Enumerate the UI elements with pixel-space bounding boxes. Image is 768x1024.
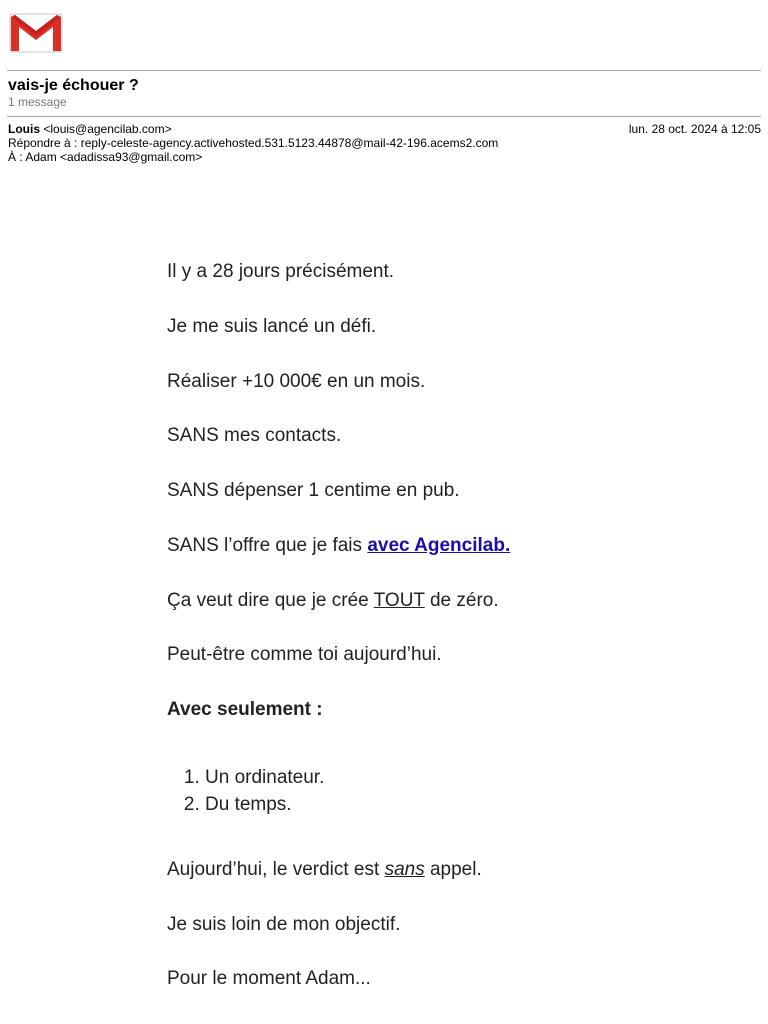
paragraph-text: de zéro. xyxy=(424,590,499,611)
underlined-word: TOUT xyxy=(373,590,425,611)
body-paragraph xyxy=(167,534,510,558)
body-paragraph: Peut-être comme toi aujourd’hui. xyxy=(167,644,442,665)
body-paragraph: Réaliser +10 000€ en un mois. xyxy=(167,371,426,392)
emphasized-word: sans xyxy=(384,859,425,880)
body-paragraph: SANS mes contacts. xyxy=(167,425,342,446)
paragraph-text: SANS l’offre que je fais xyxy=(167,535,368,556)
body-paragraph: Je suis loin de mon objectif. xyxy=(167,914,401,935)
email-subject: vais-je échouer ? xyxy=(8,77,139,94)
sender-name: Louis xyxy=(8,122,40,136)
gmail-logo-icon xyxy=(8,13,64,53)
sender-line xyxy=(8,122,172,136)
reply-to-line: Répondre à : reply-celeste-agency.activehosted.531.5123.44878@mail-42-196.acems2.com xyxy=(8,136,499,150)
paragraph-text: Aujourd’hui, le verdict est xyxy=(167,859,385,880)
header-divider xyxy=(7,116,761,117)
email-date: lun. 28 oct. 2024 à 12:05 xyxy=(628,122,761,136)
message-count: 1 message xyxy=(8,95,67,109)
body-paragraph xyxy=(167,589,499,613)
body-paragraph-bold: Avec seulement : xyxy=(167,699,323,720)
list-item: 2. Du temps. xyxy=(205,791,324,818)
recipient-line: À : Adam <adadissa93@gmail.com> xyxy=(8,150,203,164)
requirements-list xyxy=(167,764,324,818)
list-item: 1. Un ordinateur. xyxy=(205,764,324,791)
top-divider xyxy=(7,70,761,71)
body-paragraph: Pour le moment Adam... xyxy=(167,968,371,989)
body-paragraph: Il y a 28 jours précisément. xyxy=(167,261,395,282)
sender-email: <louis@agencilab.com> xyxy=(43,122,172,136)
paragraph-text: Ça veut dire que je crée xyxy=(167,590,374,611)
body-paragraph xyxy=(167,858,482,882)
paragraph-text: appel. xyxy=(424,859,482,880)
body-paragraph: Je me suis lancé un défi. xyxy=(167,316,377,337)
agencilab-link[interactable]: avec Agencilab. xyxy=(367,535,511,556)
body-paragraph: SANS dépenser 1 centime en pub. xyxy=(167,480,460,501)
